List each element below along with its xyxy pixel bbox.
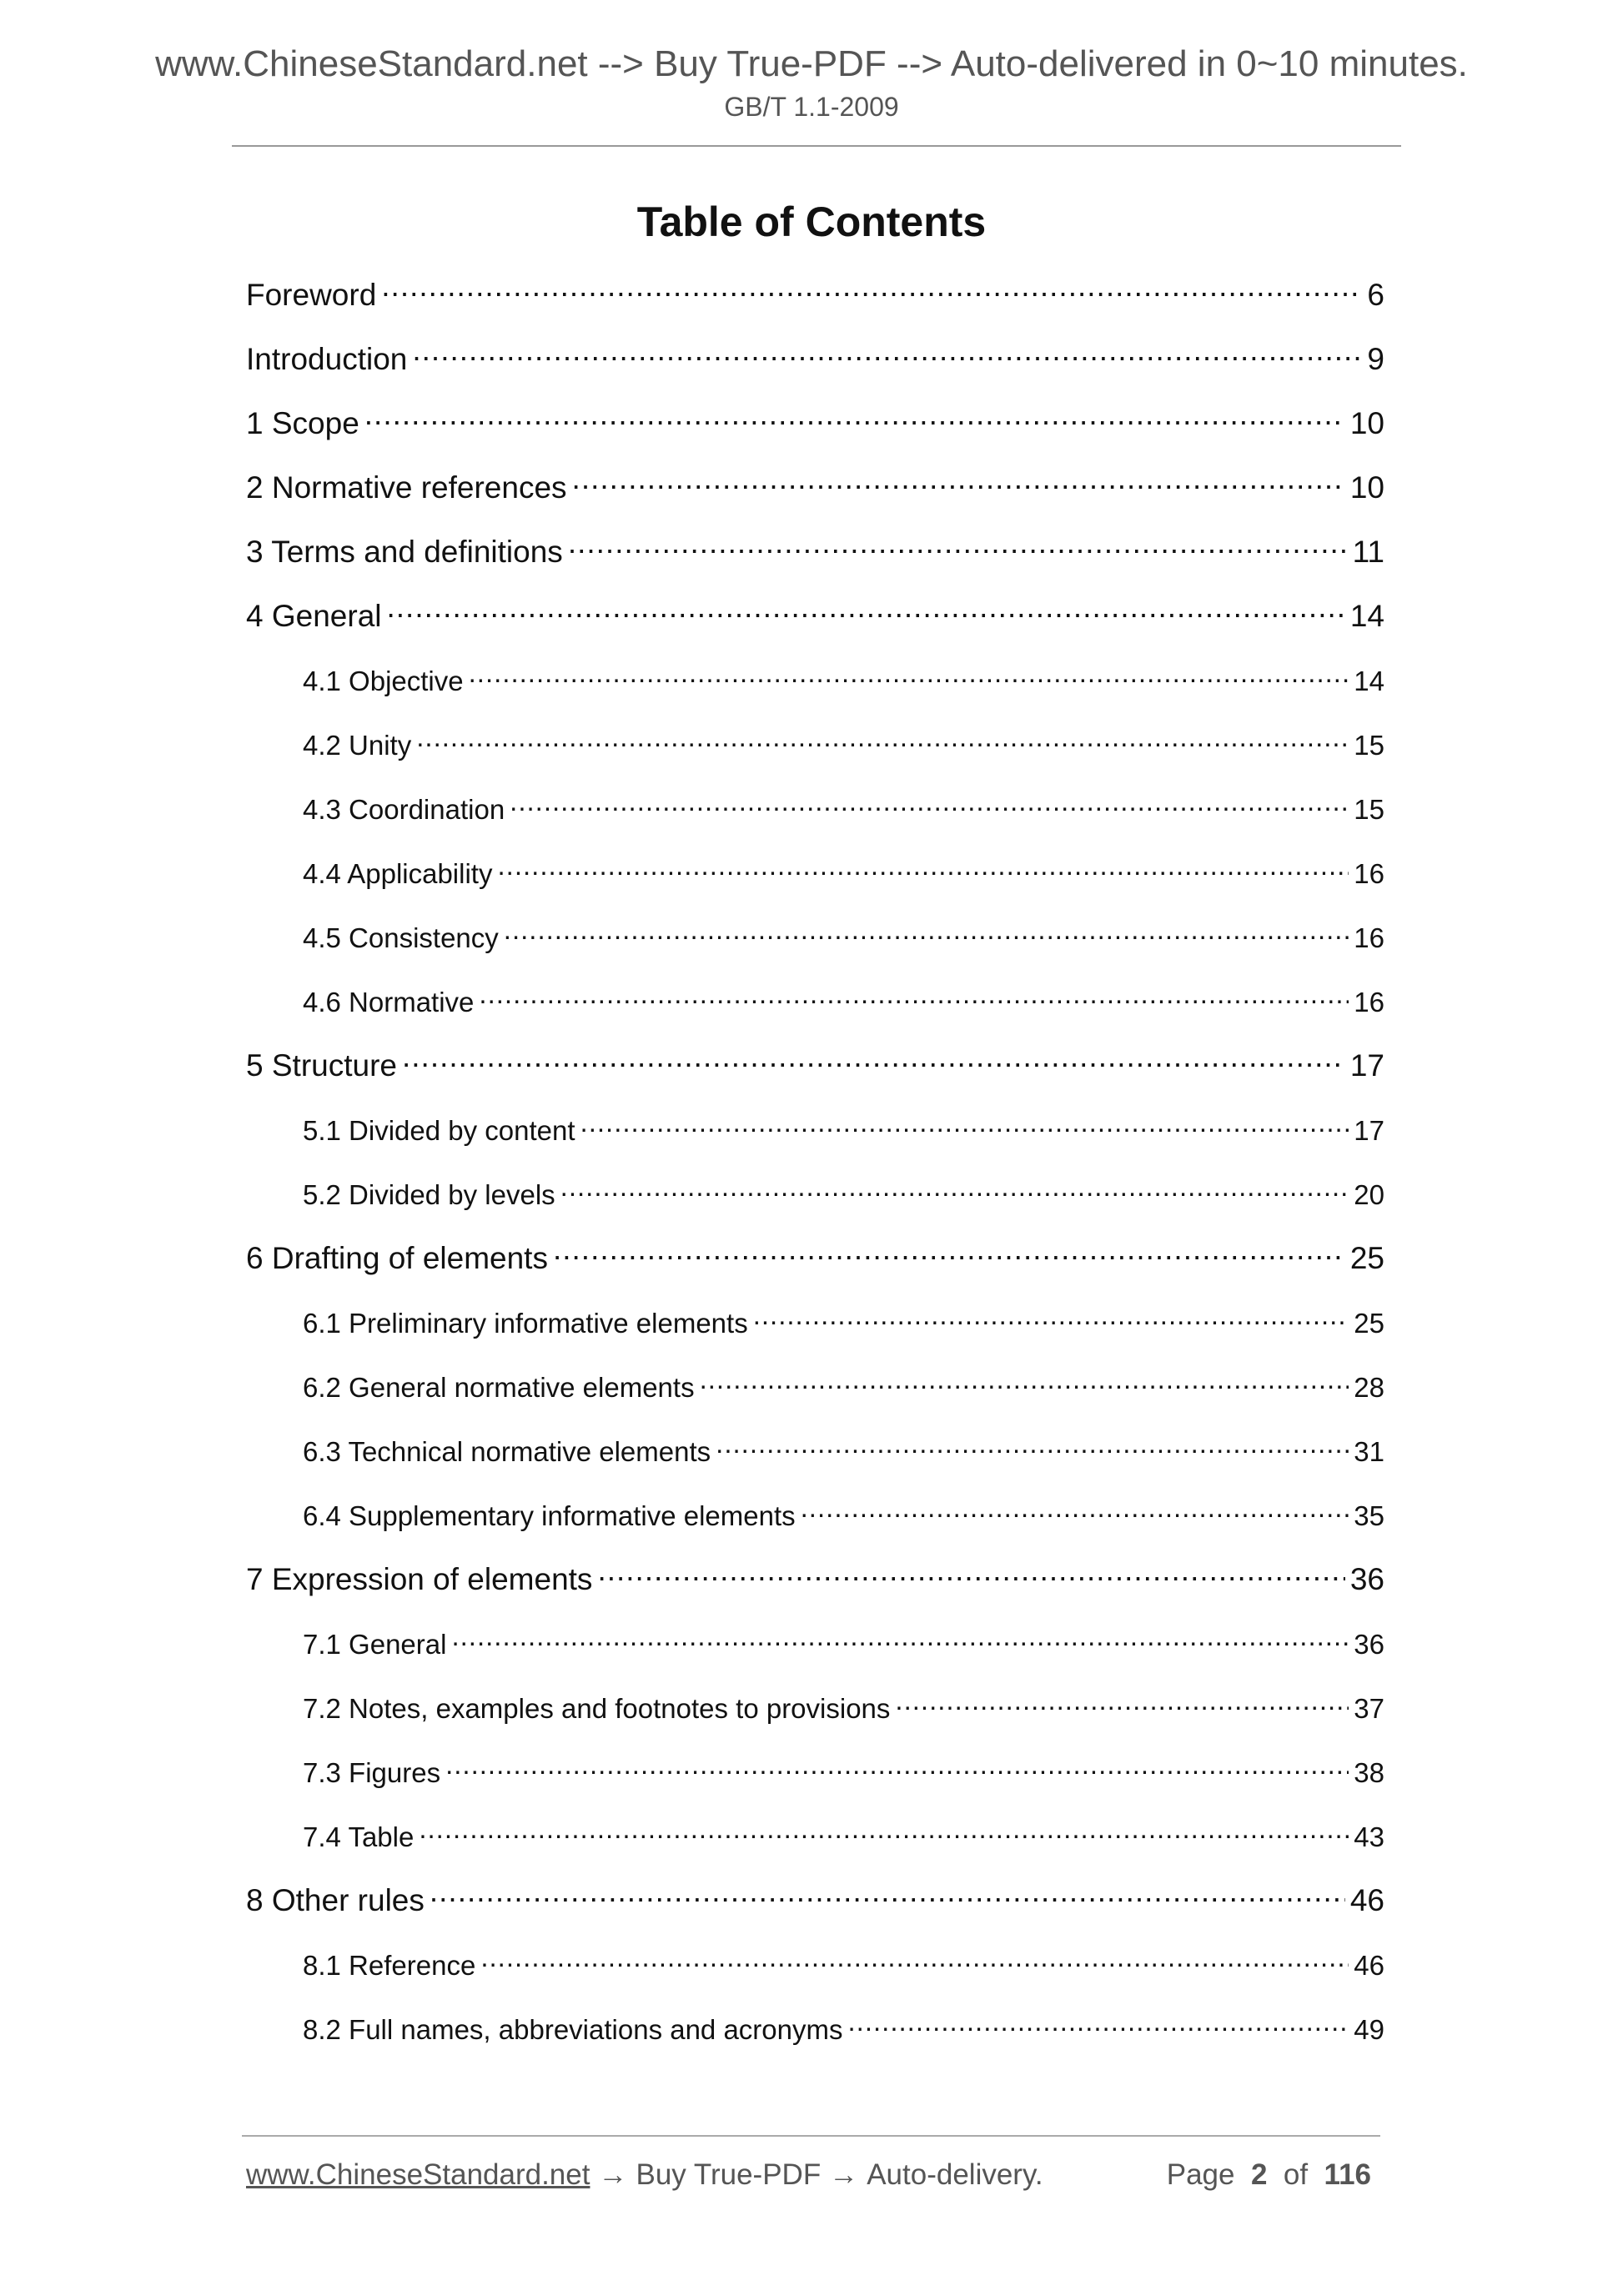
page-title: Table of Contents	[636, 198, 987, 245]
toc-entry[interactable]	[246, 2003, 1384, 2067]
toc-entry-page-number: 31	[1354, 1436, 1384, 1467]
toc-entry-page-number: 43	[1354, 1821, 1384, 1852]
header-banner: www.ChineseStandard.net --> Buy True-PDF --> Auto-delivered in 0~10 minutes.	[155, 43, 1468, 84]
toc-entry-label: 4.4 Applicability	[303, 858, 493, 889]
toc-entry-page-number: 15	[1354, 730, 1384, 761]
toc-entry-label: 8.2 Full names, abbreviations and acronyms	[303, 2014, 843, 2045]
toc-entry-label: 4 General	[246, 599, 382, 633]
toc-entry[interactable]	[246, 1811, 1384, 1875]
toc-entry[interactable]	[246, 912, 1384, 976]
toc-entry[interactable]	[246, 1939, 1384, 2003]
page-indicator	[1167, 2158, 1376, 2192]
toc-entry[interactable]	[246, 847, 1384, 912]
toc-entry[interactable]	[246, 1233, 1384, 1297]
toc-entry-label: Introduction	[246, 342, 408, 376]
toc-dot-leader	[753, 1305, 1349, 1333]
toc-entry-label: 8.1 Reference	[303, 1950, 476, 1981]
toc-entry-page-number: 38	[1354, 1757, 1384, 1788]
toc-entry-page-number: 14	[1354, 666, 1384, 696]
toc-dot-leader	[479, 984, 1349, 1012]
table-of-contents	[246, 269, 1384, 2067]
of-label: of	[1283, 2158, 1309, 2191]
toc-entry-page-number: 46	[1349, 1883, 1384, 1917]
toc-entry[interactable]	[246, 1875, 1384, 1939]
toc-dot-leader	[387, 595, 1345, 626]
toc-entry[interactable]	[246, 1297, 1384, 1361]
toc-entry-page-number: 25	[1354, 1308, 1384, 1339]
toc-entry[interactable]	[246, 1682, 1384, 1746]
toc-entry-page-number: 46	[1354, 1950, 1384, 1981]
toc-dot-leader	[510, 791, 1349, 819]
toc-entry[interactable]	[246, 783, 1384, 847]
toc-entry-label: 1 Scope	[246, 406, 359, 440]
toc-entry[interactable]	[246, 719, 1384, 783]
toc-entry-page-number: 10	[1349, 470, 1384, 505]
toc-entry-page-number: 49	[1354, 2014, 1384, 2045]
toc-dot-leader	[430, 1880, 1345, 1911]
toc-dot-leader	[700, 1369, 1349, 1397]
toc-entry-label: 7.4 Table	[303, 1821, 415, 1852]
current-page-number: 2	[1250, 2158, 1268, 2191]
footer-delivery-text: Auto-delivery.	[867, 2158, 1043, 2191]
toc-entry-label: 8 Other rules	[246, 1883, 425, 1917]
toc-entry-label: 5.2 Divided by levels	[303, 1179, 555, 1210]
toc-dot-leader	[419, 1819, 1349, 1846]
toc-dot-leader	[597, 1559, 1344, 1590]
toc-entry-label: 6.2 General normative elements	[303, 1372, 695, 1403]
toc-entry-label: 5 Structure	[246, 1048, 397, 1083]
toc-entry-label: 6.3 Technical normative elements	[303, 1436, 711, 1467]
toc-entry-label: 7 Expression of elements	[246, 1562, 593, 1596]
toc-entry-page-number: 11	[1352, 535, 1384, 569]
toc-entry[interactable]	[246, 269, 1384, 334]
toc-entry-page-number: 6	[1367, 278, 1384, 312]
toc-entry-page-number: 17	[1354, 1115, 1384, 1146]
toc-entry-page-number: 15	[1354, 794, 1384, 825]
toc-entry-label: 2 Normative references	[246, 470, 567, 505]
total-pages: 116	[1324, 2158, 1371, 2191]
toc-entry-page-number: 25	[1349, 1241, 1384, 1275]
toc-entry[interactable]	[246, 398, 1384, 462]
toc-dot-leader	[580, 1113, 1349, 1140]
toc-dot-leader	[381, 274, 1362, 305]
toc-entry[interactable]	[246, 976, 1384, 1040]
toc-dot-leader	[553, 1238, 1345, 1269]
toc-dot-leader	[412, 339, 1362, 369]
toc-entry-label: 3 Terms and definitions	[246, 535, 563, 569]
toc-dot-leader	[445, 1755, 1349, 1782]
toc-entry[interactable]	[246, 655, 1384, 719]
toc-entry-label: 4.6 Normative	[303, 987, 475, 1017]
toc-dot-leader	[451, 1626, 1349, 1654]
toc-entry-page-number: 14	[1349, 599, 1384, 633]
toc-entry-page-number: 16	[1354, 987, 1384, 1017]
toc-entry-page-number: 20	[1354, 1179, 1384, 1210]
toc-entry-label: 5.1 Divided by content	[303, 1115, 575, 1146]
toc-entry[interactable]	[246, 526, 1384, 590]
toc-entry-page-number: 10	[1349, 406, 1384, 440]
document-code: GB/T 1.1-2009	[724, 92, 899, 122]
toc-dot-leader	[480, 1947, 1349, 1975]
toc-entry[interactable]	[246, 1168, 1384, 1233]
toc-entry[interactable]	[246, 1554, 1384, 1618]
toc-entry[interactable]	[246, 1425, 1384, 1490]
toc-entry[interactable]	[246, 1490, 1384, 1554]
toc-entry-page-number: 16	[1354, 858, 1384, 889]
toc-dot-leader	[416, 727, 1349, 755]
toc-entry-page-number: 37	[1354, 1693, 1384, 1724]
toc-entry-page-number: 35	[1354, 1500, 1384, 1531]
toc-dot-leader	[801, 1498, 1349, 1525]
toc-dot-leader	[716, 1434, 1349, 1461]
footer-buy-text: Buy True-PDF	[636, 2158, 822, 2191]
toc-entry-label: 6.1 Preliminary informative elements	[303, 1308, 748, 1339]
toc-entry-label: 4.2 Unity	[303, 730, 412, 761]
toc-dot-leader	[572, 467, 1345, 498]
toc-entry-label: 7.1 General	[303, 1629, 447, 1660]
arrow-right-icon: →	[829, 2158, 859, 2191]
toc-entry[interactable]	[246, 1746, 1384, 1811]
toc-entry[interactable]	[246, 334, 1384, 398]
toc-entry-page-number: 16	[1354, 922, 1384, 953]
page-footer	[246, 2158, 1376, 2192]
footer-divider	[242, 2135, 1380, 2137]
toc-entry-label: 7.2 Notes, examples and footnotes to provisions	[303, 1693, 891, 1724]
toc-dot-leader	[364, 403, 1345, 434]
toc-entry-label: 6.4 Supplementary informative elements	[303, 1500, 796, 1531]
toc-dot-leader	[402, 1045, 1345, 1076]
footer-site-link[interactable]: www.ChineseStandard.net	[246, 2158, 590, 2191]
toc-entry[interactable]	[246, 462, 1384, 526]
toc-dot-leader	[848, 2012, 1349, 2039]
toc-entry-label: 7.3 Figures	[303, 1757, 441, 1788]
toc-dot-leader	[568, 531, 1348, 562]
toc-dot-leader	[497, 856, 1349, 883]
toc-dot-leader	[895, 1691, 1349, 1718]
arrow-right-icon: →	[598, 2158, 628, 2191]
footer-links	[246, 2158, 1043, 2192]
toc-entry-label: 4.1 Objective	[303, 666, 464, 696]
toc-entry-page-number: 28	[1354, 1372, 1384, 1403]
toc-entry[interactable]	[246, 1618, 1384, 1682]
toc-entry[interactable]	[246, 1040, 1384, 1104]
toc-dot-leader	[560, 1177, 1349, 1204]
toc-entry-label: 4.3 Coordination	[303, 794, 505, 825]
toc-entry-page-number: 36	[1354, 1629, 1384, 1660]
toc-dot-leader	[469, 663, 1349, 691]
page-label: Page	[1166, 2158, 1235, 2191]
header-divider	[232, 145, 1401, 147]
toc-entry-page-number: 36	[1349, 1562, 1384, 1596]
toc-entry-page-number: 17	[1349, 1048, 1384, 1083]
toc-entry-page-number: 9	[1367, 342, 1384, 376]
toc-entry-label: 6 Drafting of elements	[246, 1241, 548, 1275]
toc-entry[interactable]	[246, 590, 1384, 655]
toc-entry[interactable]	[246, 1104, 1384, 1168]
toc-entry-label: Foreword	[246, 278, 377, 312]
toc-dot-leader	[504, 920, 1349, 947]
toc-entry-label: 4.5 Consistency	[303, 922, 499, 953]
toc-entry[interactable]	[246, 1361, 1384, 1425]
